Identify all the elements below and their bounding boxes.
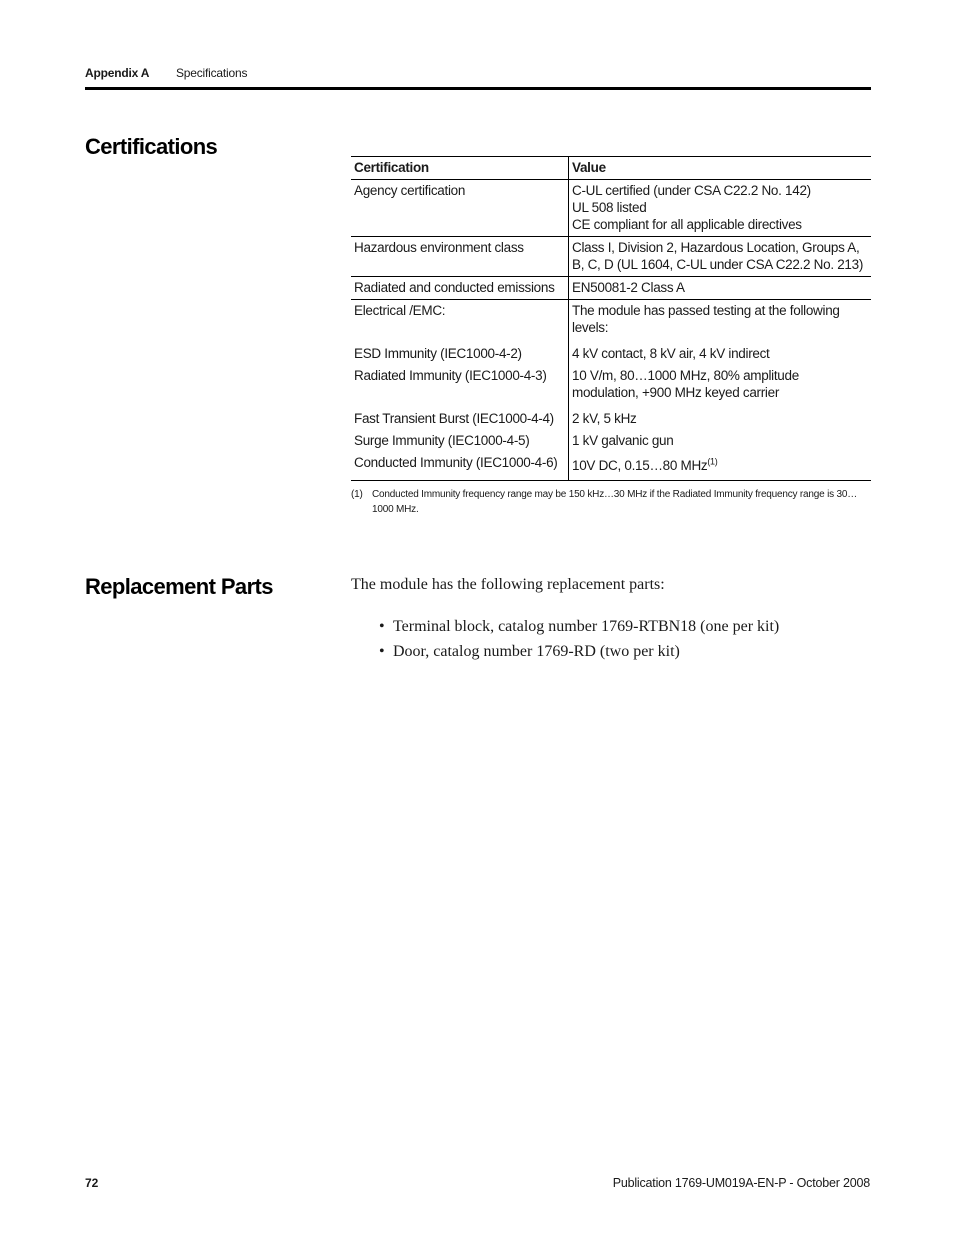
list-item — [379, 641, 779, 666]
table-row — [351, 452, 871, 481]
replacement-intro: The module has the following replacement parts: — [351, 576, 665, 593]
footnote-text: Conducted Immunity frequency range may be 150 kHz…30 MHz if the Radiated Immunity frequency range is 30…1000 MHz. — [372, 489, 858, 515]
table-row — [351, 365, 871, 404]
table-row — [351, 300, 871, 340]
row-value: 10 V/m, 80…1000 MHz, 80% amplitude modulation, +900 MHz keyed carrier — [572, 368, 799, 400]
footnote-reference[interactable]: (1) — [707, 456, 718, 467]
publication-info: Publication 1769-UM019A-EN-P - October 2008 — [612, 1176, 870, 1190]
column-header-certification: Certification — [351, 157, 569, 180]
table-row — [351, 404, 871, 430]
replacement-parts-list — [379, 616, 779, 666]
row-value: EN50081-2 Class A — [569, 277, 872, 300]
column-header-value: Value — [569, 157, 872, 180]
row-label: ESD Immunity (IEC1000-4-2) — [351, 339, 569, 365]
page-number: 72 — [85, 1176, 99, 1190]
certifications-table — [351, 156, 871, 481]
value-line: UL 508 listed — [572, 200, 647, 215]
table-row — [351, 237, 871, 277]
row-label: Agency certification — [351, 180, 569, 237]
table-row — [351, 430, 871, 452]
row-label: Radiated Immunity (IEC1000-4-3) — [351, 365, 569, 404]
value-line: CE compliant for all applicable directives — [572, 217, 802, 232]
page-header — [85, 66, 871, 90]
footnote-number: (1) — [351, 489, 363, 500]
table-footnote — [351, 487, 871, 517]
row-value: 1 kV galvanic gun — [572, 433, 674, 448]
row-value: The module has passed testing at the following levels: — [572, 303, 840, 335]
bullet-icon: • — [379, 643, 385, 660]
certifications-heading: Certifications — [85, 134, 218, 159]
table-row — [351, 180, 871, 237]
table-header-row — [351, 157, 871, 180]
list-item-text: Door, catalog number 1769-RD (two per kit) — [393, 643, 680, 660]
value-line: C-UL certified (under CSA C22.2 No. 142) — [572, 183, 811, 198]
row-label: Radiated and conducted emissions — [351, 277, 569, 300]
table-row — [351, 339, 871, 365]
appendix-label: Appendix A — [85, 66, 150, 80]
row-value: 4 kV contact, 8 kV air, 4 kV indirect — [572, 346, 770, 361]
row-value: 2 kV, 5 kHz — [572, 411, 637, 426]
list-item — [379, 616, 779, 641]
row-label: Fast Transient Burst (IEC1000-4-4) — [351, 404, 569, 430]
bullet-icon: • — [379, 618, 385, 635]
row-label: Hazardous environment class — [351, 237, 569, 277]
row-label: Surge Immunity (IEC1000-4-5) — [351, 430, 569, 452]
row-value: Class I, Division 2, Hazardous Location, Groups A, B, C, D (UL 1604, C-UL under CSA C22.2 No. 213) — [569, 237, 872, 277]
row-label: Electrical /EMC: — [351, 300, 569, 340]
section-label: Specifications — [176, 66, 248, 80]
list-item-text: Terminal block, catalog number 1769-RTBN18 (one per kit) — [393, 618, 780, 635]
value-text: 10V DC, 0.15…80 MHz — [572, 458, 708, 473]
row-value — [569, 180, 872, 237]
table-row — [351, 277, 871, 300]
row-label: Conducted Immunity (IEC1000-4-6) — [351, 452, 569, 481]
row-value — [569, 452, 872, 481]
replacement-parts-heading: Replacement Parts — [85, 574, 273, 599]
